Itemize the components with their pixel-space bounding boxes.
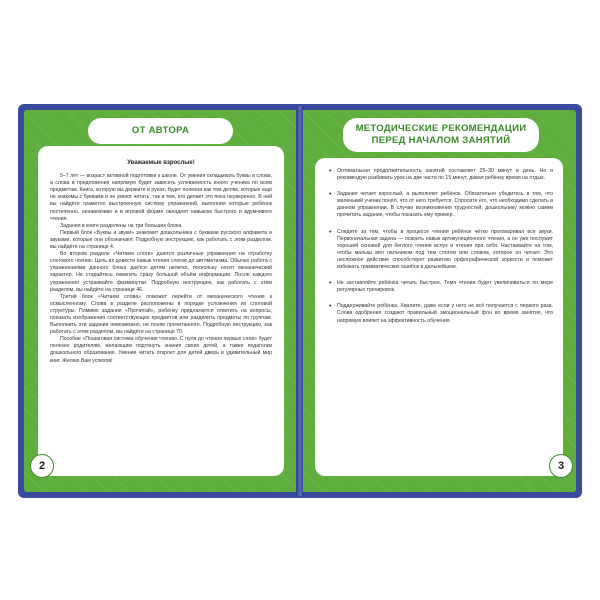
title-line-1: МЕТОДИЧЕСКИЕ РЕКОМЕНДАЦИИ	[355, 123, 527, 134]
paragraph: Третий блок «Читаем слова» поможет перейти от механического чтения к осмысленному. Слова в разделе расположены в порядке усложнения их слоговой структуры. Помимо задания «Прочитай», ребёнку предлагается ответить на вопросы, показать изображения соответствующих предметов или разделить предметы по группам. Выполнить эти задания невозможно, не поняв прочитанного. Подробную инструкцию, как работать с этим разделом, вы найдёте на странице 70.	[50, 293, 272, 336]
list-item: • Не заставляйте ребёнка читать быстрее. Темп чтения будет увеличиваться по мере регулярных тренировок.	[329, 280, 553, 294]
list-item: • Следите за тем, чтобы в процессе чтения ребёнок чётко проговаривал все звуки. Первоначальная задача — освоить навык артикуляционного чтения, а он уже послужит хорошей основой для беглого чтения вслух и чтения про себя. Настаивайте на том, чтобы малыш вёл пальчиком под тем слогом или словом, которое он читает. Это несложное действие способствует развитию орфографической зоркости и поможет избежать грамматических ошибок в дальнейшем.	[329, 229, 553, 272]
page-number: 3	[549, 454, 573, 478]
paragraph: Задания в книге разделены на три больших блока.	[60, 222, 183, 229]
right-page-title	[343, 118, 539, 152]
right-page	[303, 110, 576, 492]
list-item: • Поддерживайте ребёнка. Хвалите, даже если у него не всё получается с первого раза. Слова одобрения создают правильный эмоциональный фон во время занятия, что напрямую влияет на эффективность обучения.	[329, 303, 553, 324]
paragraph: Пособие «Пошаговая система обучения чтению. С нуля до чтения первых слов» будет полезно родителям, желающим подтянуть знания своих детей, а также педагогам дошкольного образования. Умение читать откроет для детей дверь в удивительный мир книг. Желаю Вам успехов!	[50, 336, 272, 364]
list-item: • Оптимальная продолжительность занятий составляет 25–30 минут в день. Но я рекомендую разбивать урок на две части по 15 минут, давая ребёнку время на отдых.	[329, 168, 553, 182]
list-item: • Задания читает взрослый, а выполняет ребёнок. Обязательно убедитесь в том, что маленький ученик понял, что от него требуется. Спросите его, что необходимо сделать в данном упражнении. В случае возникновения трудностей, дошкольнику можно самим прочитать задание, чтобы показать ему пример.	[329, 191, 553, 219]
left-page-title: ОТ АВТОРА	[88, 118, 233, 144]
paragraph: Во втором разделе «Читаем слоги» даются различные упражнения на отработку слогового чтения. Цель их довести навык чтения слогов до автоматизма. Обычно работа с упражнениями данного блока даётся детям нелегко, поскольку носит механический характер. Не старайтесь охватить сразу большой объём информации. После каждого упражнения устраивайте физминутки. Подробную инструкцию, как работать с этим разделом, вы найдёте на странице 46.	[50, 251, 272, 293]
right-page-text	[329, 168, 553, 334]
title-line-2: ПЕРЕД НАЧАЛОМ ЗАНЯТИЙ	[371, 135, 511, 146]
left-page	[24, 110, 297, 492]
greeting: Уважаемые взрослые!	[127, 160, 195, 166]
left-page-text	[50, 160, 272, 365]
paragraph: Первый блок «Буквы и звуки» знакомит дошкольника с буквами русского алфавита и звуками, которые они обозначают. Подробную инструкцию, как работать с этим разделом, вы найдёте на странице 4.	[50, 229, 272, 251]
page-number: 2	[30, 454, 54, 478]
paragraph: 5–7 лет — возраст активной подготовки к школе. От умения складывать буквы в слова, а слова в предложения напрямую будет зависеть успеваемость юного ученика по всем предметам. Книга, которую вы держите в руках, будет полезна как тем детям, которые ещё не знакомы с буквами и не умеют читать, так и тем, кто делает это пока неуверенно. В ней вы найдёте грамотно выстроенную систему упражнений, выполняя которые ребёнок постепенно, ненавязчиво и в игровой форме овладеет навыком быстрого и вдумчивого чтения.	[50, 173, 272, 222]
